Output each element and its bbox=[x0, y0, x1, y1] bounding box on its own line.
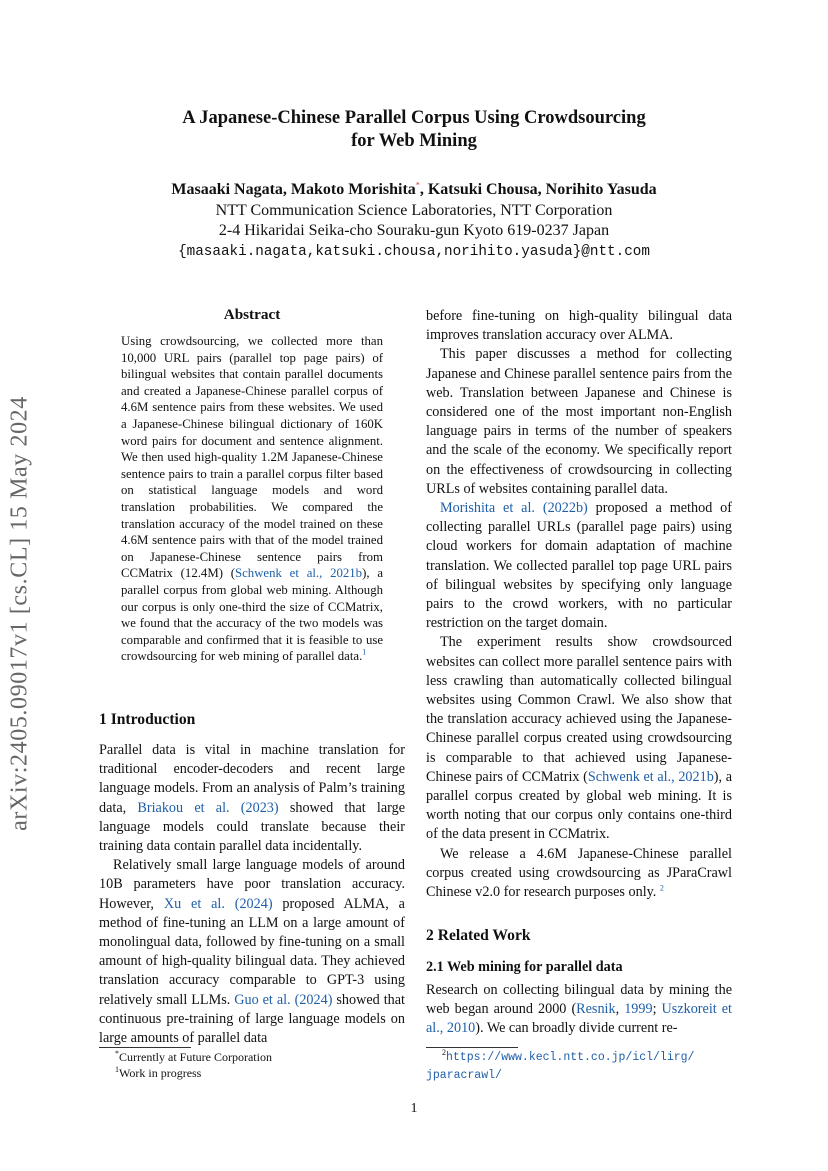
abstract-citation-link[interactable]: Schwenk et al., 2021b bbox=[235, 566, 363, 581]
footnote-1-text: Work in progress bbox=[119, 1066, 202, 1080]
right-p3-b: ), a parallel corpus created by global web mining. It is worth noting that our corpus only contains one-third of the data present in CCMatrix. bbox=[426, 768, 732, 843]
intro-p1-a: Parallel data is vital in machine translation for traditional encoder-decoders and recent large language models. From an analysis of Palm’s training data, bbox=[99, 742, 405, 816]
title-line-2: for Web Mining bbox=[351, 131, 477, 151]
citation-link-schwenk[interactable]: Schwenk et al., 2021b bbox=[587, 768, 714, 785]
footnote-2-line-2 bbox=[426, 1066, 732, 1084]
citation-link-uszkoreit[interactable]: Uszkoreit et al., 2010 bbox=[426, 1001, 732, 1037]
abstract-text bbox=[121, 333, 383, 665]
right-paragraph-1: This paper discusses a method for collecting Japanese and Chinese parallel sentence pairs from the web. Translation between Japanese and Chinese is considered one of the most important non-English language pairs in terms of the number of speakers and the scale of the economy. We specifically report on the effectiveness of crowdsourcing in collecting URLs of websites containing parallel data. bbox=[426, 346, 732, 497]
footnote-star-mark: * bbox=[115, 1049, 119, 1058]
page-number: 1 bbox=[410, 1101, 418, 1116]
right-paragraph-4 bbox=[426, 845, 732, 903]
email: {masaaki.nagata,katsuki.chousa,norihito.yasuda}@ntt.com bbox=[178, 243, 650, 260]
footnote-2-mark-link[interactable]: 2 bbox=[659, 883, 664, 893]
abstract-footnote-mark[interactable]: 1 bbox=[362, 648, 367, 658]
section-2-heading: 2 Related Work bbox=[426, 927, 531, 944]
author-block bbox=[0, 180, 828, 262]
citation-link-resnik[interactable]: Resnik bbox=[576, 1001, 616, 1018]
citation-link-guo[interactable]: Guo et al. (2024) bbox=[234, 991, 333, 1008]
citation-link-xu[interactable]: Xu et al. (2024) bbox=[163, 895, 273, 912]
right-paragraph-3 bbox=[426, 633, 732, 844]
rw-text-b: , bbox=[615, 1001, 625, 1018]
arxiv-stamp: arXiv:2405.09017v1 [cs.CL] 15 May 2024 bbox=[6, 396, 33, 831]
intro-p2-b: proposed ALMA, a method of fine-tuning an LLM on a large amount of monolingual data, followed by fine-tuning on a small amount of high-quality bilingual data. They achieved translation accuracy comparable to GPT-3 using relatively small LLMs. bbox=[99, 895, 405, 1008]
jparacrawl-url-link-cont[interactable]: jparacrawl/ bbox=[426, 1069, 502, 1082]
jparacrawl-url-link[interactable]: https://www.kecl.ntt.co.jp/icl/lirg/ bbox=[446, 1051, 695, 1064]
footnotes-left bbox=[115, 1049, 405, 1081]
title-line-1: A Japanese-Chinese Parallel Corpus Using Crowdsourcing bbox=[182, 108, 646, 128]
paper-title bbox=[0, 107, 828, 153]
citation-link-resnik-year[interactable]: 1999 bbox=[624, 1001, 653, 1018]
right-p4-text: We release a 4.6M Japanese-Chinese parallel corpus created using crowdsourcing as JParaCrawl Chinese v2.0 for research purposes only. bbox=[426, 845, 732, 901]
author-names bbox=[0, 180, 828, 201]
related-work-body bbox=[426, 981, 732, 1039]
right-paragraph-0: before fine-tuning on high-quality bilingual data improves translation accuracy over ALMA. bbox=[426, 308, 732, 344]
address: 2-4 Hikaridai Seika-cho Souraku-gun Kyoto 619-0237 Japan bbox=[218, 222, 610, 239]
abstract-text-b: ), a parallel corpus from global web mining. Although our corpus is only one-third the size of CCMatrix, we found that the accuracy of the two models was comparable and confirmed that it is feasible to use crowdsourcing for web mining of parallel data. bbox=[121, 566, 384, 664]
rw-text-c: ; bbox=[652, 1001, 662, 1018]
section-2-1-heading: 2.1 Web mining for parallel data bbox=[426, 959, 623, 975]
abstract-text-a: Using crowdsourcing, we collected more than 10,000 URL pairs (parallel top page pairs) of bilingual websites that contain parallel documents and created a Japanese-Chinese parallel corpus of 4.6M sentence pairs from these websites. We used a Japanese-Chinese bilingual dictionary of 160K word pairs for document and sentence alignment. We then used high-quality 1.2M Japanese-Chinese sentence pairs to train a parallel corpus filter based on statistical language models and word translation probabilities. We compared the translation accuracy of the model trained on these 4.6M sentence pairs with that of the model trained on Japanese-Chinese sentence pairs from CCMatrix (12.4M) ( bbox=[121, 334, 383, 581]
intro-paragraph-1 bbox=[99, 741, 405, 856]
footnote-1 bbox=[115, 1065, 405, 1081]
intro-p1-b: showed that large language models could translate because their training data contain parallel data incidentally. bbox=[99, 799, 405, 855]
author-names-part-b: , Katsuki Chousa, Norihito Yasuda bbox=[419, 181, 657, 198]
footnote-star-text: Currently at Future Corporation bbox=[119, 1050, 272, 1064]
abstract-heading: Abstract bbox=[223, 306, 281, 323]
intro-p2-a: Relatively small large language models of around 10B parameters have poor translation accuracy. However, bbox=[99, 857, 405, 912]
author-footnote-mark[interactable]: * bbox=[415, 180, 420, 190]
citation-link-briakou[interactable]: Briakou et al. (2023) bbox=[137, 799, 279, 816]
right-p3-a: The experiment results show crowdsourced websites can collect more parallel sentence pairs with less crawling than automatically collected bilingual websites using Common Crawl. We also show that the translation accuracy achieved using the Japanese-Chinese parallel corpus created using crowdsourcing is comparable to that achieved using Japanese-Chinese pairs of CCMatrix ( bbox=[426, 634, 732, 785]
footnote-rule-left bbox=[99, 1047, 191, 1048]
intro-p2-c: showed that continuous pre-training of large language models on large amounts of parallel data bbox=[99, 991, 405, 1047]
right-p2-text: proposed a method of collecting parallel URLs (parallel page pairs) using cloud workers for domain adaptation of machine translation. We collected parallel top page URL pairs of bilingual websites by specifying only language pairs to the crowd workers, with no particular restriction on the target domain. bbox=[426, 500, 732, 632]
intro-paragraph-2 bbox=[99, 856, 405, 1048]
footnote-2-mark: 2 bbox=[442, 1048, 446, 1057]
affiliation: NTT Communication Science Laboratories, NTT Corporation bbox=[215, 201, 613, 219]
footnote-1-mark: 1 bbox=[115, 1065, 119, 1074]
footnote-star bbox=[115, 1049, 405, 1065]
footnote-2-line-1 bbox=[426, 1048, 732, 1066]
rw-text-d: ). We can broadly divide current re- bbox=[475, 1020, 678, 1037]
right-paragraph-2 bbox=[426, 499, 732, 633]
intro-body bbox=[99, 741, 405, 1048]
citation-link-morishita[interactable]: Morishita et al. (2022b) bbox=[440, 500, 588, 517]
footnote-2 bbox=[426, 1048, 732, 1084]
related-work-paragraph bbox=[426, 981, 732, 1039]
author-names-part-a: Masaaki Nagata, Makoto Morishita bbox=[171, 181, 416, 198]
rw-text-a: Research on collecting bilingual data by mining the web began around 2000 ( bbox=[426, 982, 732, 1018]
section-1-heading: 1 Introduction bbox=[99, 711, 196, 728]
right-column-body bbox=[426, 307, 732, 902]
